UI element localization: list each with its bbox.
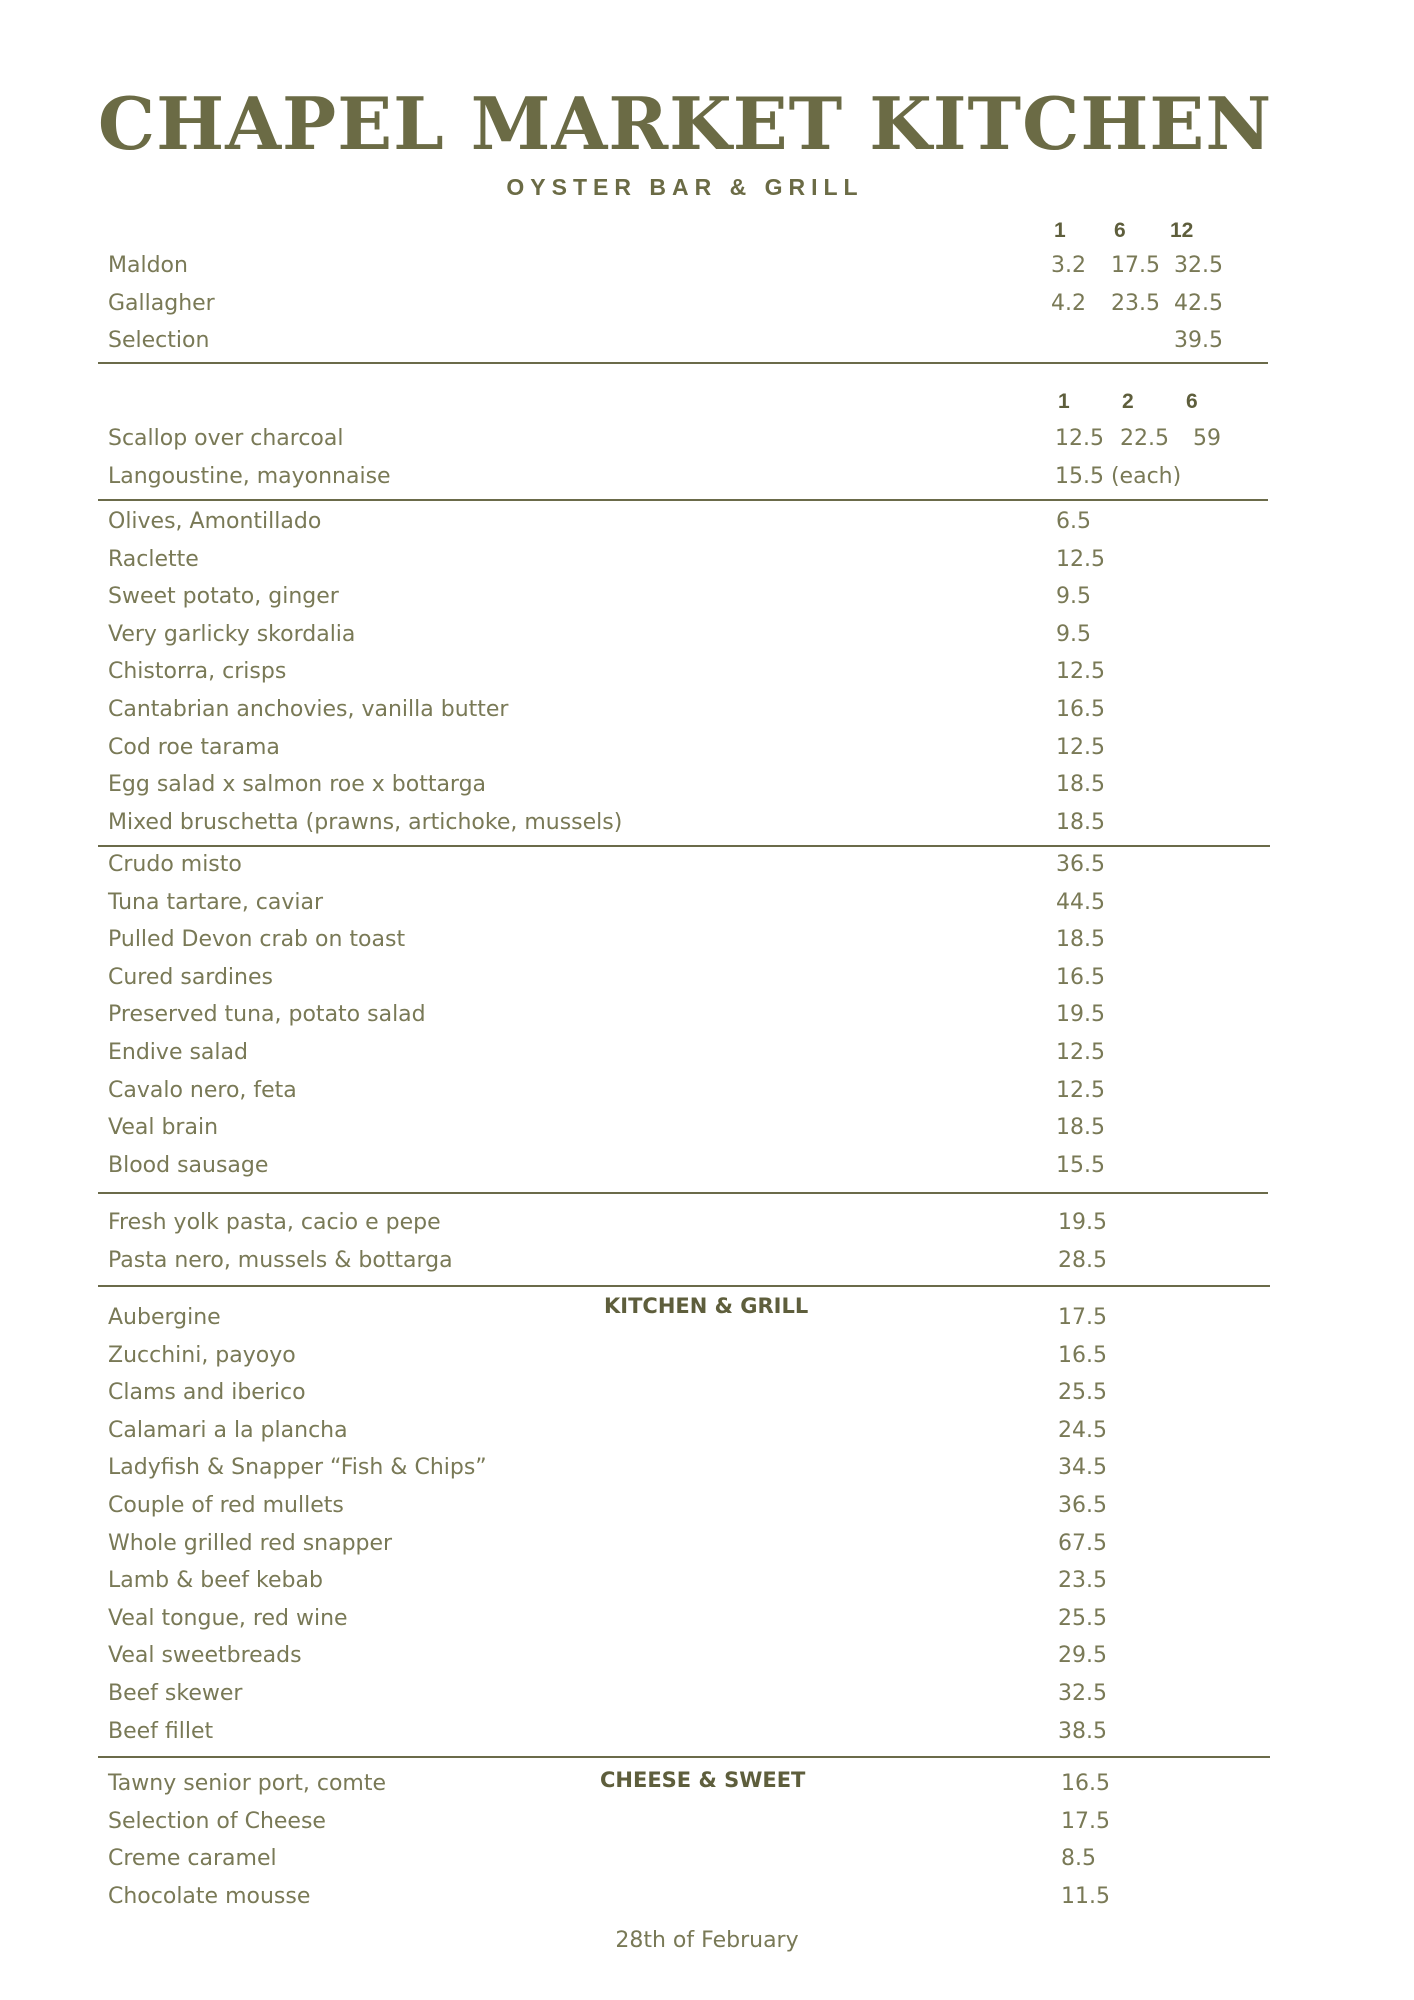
menu-item-price: 12.5	[1056, 1077, 1105, 1103]
menu-item-price: 25.5	[1058, 1605, 1107, 1631]
menu-item-name: Creme caramel	[108, 1846, 277, 1872]
restaurant-title: CHAPEL MARKET KITCHEN	[97, 81, 1273, 166]
menu-item-name: Pasta nero, mussels & bottarga	[108, 1247, 453, 1273]
menu-item-price: 23.5	[1058, 1568, 1107, 1594]
section-divider	[98, 1192, 1268, 1194]
menu-item-name: Very garlicky skordalia	[108, 621, 356, 647]
section-heading-kitchen-grill: KITCHEN & GRILL	[604, 1294, 809, 1318]
menu-item-price: 12.5	[1055, 426, 1104, 451]
menu-item-price: 22.5	[1120, 426, 1169, 451]
menu-item-name: Zucchini, payoyo	[108, 1342, 296, 1368]
menu-item-name: Maldon	[108, 253, 188, 278]
restaurant-subtitle: OYSTER BAR & GRILL	[506, 174, 864, 200]
menu-item-price: 9.5	[1056, 621, 1091, 647]
menu-item-name: Cantabrian anchovies, vanilla butter	[108, 697, 509, 722]
menu-item-price: 19.5	[1058, 1210, 1107, 1235]
menu-item-name: Chocolate mousse	[108, 1883, 311, 1909]
menu-item-name: Fresh yolk pasta, cacio e pepe	[108, 1210, 441, 1235]
menu-item-price: 15.5	[1056, 1152, 1105, 1178]
shellfish-quantity-header: 6	[1186, 390, 1198, 413]
menu-item-name: Preserved tuna, potato salad	[108, 1002, 426, 1028]
menu-item-price: 38.5	[1058, 1718, 1107, 1744]
menu-item-price: 15.5 (each)	[1055, 464, 1182, 489]
menu-item-price: 9.5	[1056, 584, 1091, 610]
menu-item-price: 18.5	[1056, 927, 1105, 953]
menu-item-price: 17.5	[1111, 253, 1160, 278]
menu-item-name: Couple of red mullets	[108, 1493, 344, 1518]
menu-item-price: 12.5	[1056, 734, 1105, 760]
menu-item-name: Tuna tartare, caviar	[108, 889, 324, 915]
section-divider	[98, 845, 1270, 847]
menu-item-price: 16.5	[1058, 1342, 1107, 1368]
section-divider	[98, 362, 1268, 364]
menu-item-name: Cured sardines	[108, 964, 273, 990]
menu-item-name: Whole grilled red snapper	[108, 1530, 393, 1556]
menu-item-name: Tawny senior port, comte	[108, 1771, 387, 1796]
menu-item-price: 16.5	[1056, 697, 1105, 722]
menu-item-name: Beef fillet	[108, 1718, 214, 1744]
shellfish-quantity-header: 1	[1058, 390, 1070, 413]
menu-item-name: Veal tongue, red wine	[108, 1605, 348, 1631]
menu-item-name: Endive salad	[108, 1040, 248, 1065]
menu-item-name: Egg salad x salmon roe x bottarga	[108, 772, 487, 798]
menu-item-price: 4.2	[1051, 290, 1086, 316]
menu-date: 28th of February	[615, 1928, 799, 1953]
menu-item-price: 12.5	[1056, 546, 1105, 572]
menu-item-price: 18.5	[1056, 772, 1105, 798]
menu-item-price: 18.5	[1056, 809, 1105, 835]
section-heading-cheese-sweet: CHEESE & SWEET	[600, 1768, 806, 1792]
menu-item-name: Calamari a la plancha	[108, 1417, 348, 1443]
menu-item-name: Veal sweetbreads	[108, 1643, 302, 1669]
section-divider	[98, 1285, 1270, 1287]
menu-item-price: 24.5	[1058, 1417, 1107, 1443]
menu-item-price: 16.5	[1056, 964, 1105, 990]
menu-item-price: 12.5	[1056, 1040, 1105, 1065]
menu-item-name: Clams and iberico	[108, 1380, 306, 1406]
menu-item-name: Selection	[108, 328, 210, 353]
menu-item-price: 39.5	[1174, 328, 1223, 353]
menu-item-name: Pulled Devon crab on toast	[108, 927, 406, 953]
menu-item-price: 17.5	[1061, 1808, 1110, 1834]
menu-item-name: Sweet potato, ginger	[108, 584, 339, 610]
section-divider	[98, 1756, 1270, 1758]
menu-item-price: 34.5	[1058, 1455, 1107, 1481]
menu-item-price: 11.5	[1061, 1883, 1110, 1909]
menu-item-price: 19.5	[1056, 1002, 1105, 1028]
menu-item-name: Beef skewer	[108, 1681, 243, 1706]
menu-item-price: 12.5	[1056, 659, 1105, 685]
menu-item-price: 59	[1193, 426, 1221, 451]
menu-item-name: Langoustine, mayonnaise	[108, 464, 391, 489]
menu-item-name: Olives, Amontillado	[108, 509, 322, 534]
menu-item-price: 32.5	[1174, 253, 1223, 278]
shellfish-quantity-header: 2	[1122, 390, 1134, 413]
menu-item-name: Lamb & beef kebab	[108, 1568, 323, 1594]
menu-item-price: 32.5	[1058, 1681, 1107, 1706]
menu-item-name: Ladyfish & Snapper “Fish & Chips”	[108, 1455, 487, 1481]
menu-item-price: 44.5	[1056, 889, 1105, 915]
menu-item-price: 18.5	[1056, 1115, 1105, 1141]
menu-item-name: Raclette	[108, 546, 199, 572]
menu-item-name: Cavalo nero, feta	[108, 1077, 297, 1103]
menu-item-price: 36.5	[1058, 1493, 1107, 1518]
oyster-quantity-header: 6	[1114, 219, 1126, 242]
section-divider	[98, 499, 1268, 501]
menu-item-name: Selection of Cheese	[108, 1808, 326, 1834]
menu-item-price: 23.5	[1111, 290, 1160, 316]
menu-item-price: 17.5	[1058, 1305, 1107, 1330]
menu-item-price: 28.5	[1058, 1247, 1107, 1273]
oyster-quantity-header: 12	[1170, 219, 1194, 242]
menu-item-price: 36.5	[1056, 852, 1105, 877]
menu-item-name: Veal brain	[108, 1115, 219, 1141]
menu-item-name: Mixed bruschetta (prawns, artichoke, mussels)	[108, 809, 623, 835]
menu-item-name: Chistorra, crisps	[108, 659, 287, 685]
menu-item-price: 3.2	[1051, 253, 1086, 278]
menu-item-name: Cod roe tarama	[108, 734, 280, 760]
menu-item-price: 29.5	[1058, 1643, 1107, 1669]
menu-item-price: 67.5	[1058, 1530, 1107, 1556]
menu-item-price: 16.5	[1061, 1771, 1110, 1796]
menu-item-price: 6.5	[1056, 509, 1091, 534]
menu-item-name: Blood sausage	[108, 1152, 269, 1178]
menu-item-name: Scallop over charcoal	[108, 426, 344, 451]
menu-item-name: Aubergine	[108, 1305, 221, 1330]
menu-item-price: 42.5	[1174, 290, 1223, 316]
menu-item-name: Crudo misto	[108, 852, 242, 877]
oyster-quantity-header: 1	[1054, 219, 1066, 242]
menu-item-price: 8.5	[1061, 1846, 1096, 1872]
menu-item-price: 25.5	[1058, 1380, 1107, 1406]
menu-item-name: Gallagher	[108, 290, 215, 316]
